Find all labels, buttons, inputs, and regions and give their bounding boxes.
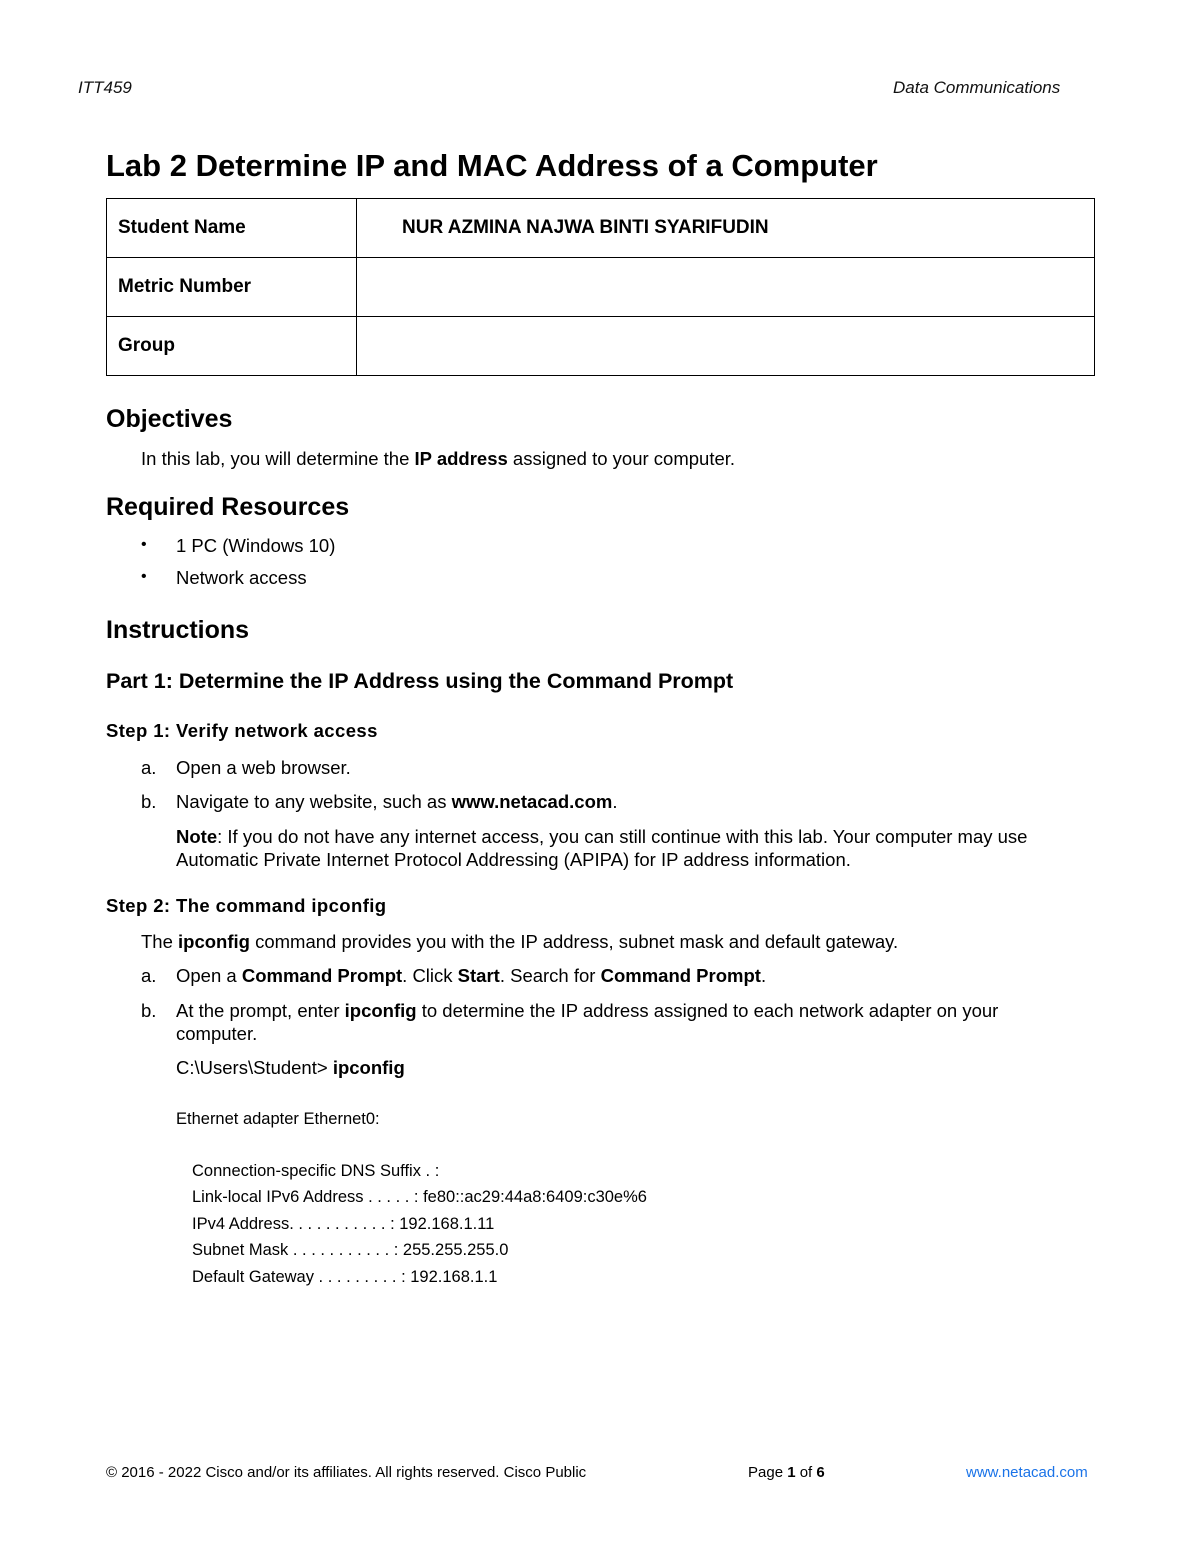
step1-note: Note: If you do not have any internet access, you can still continue with this lab. Your computer may use <box>176 826 1028 847</box>
step1-heading: Step 1: Verify network access <box>106 720 378 741</box>
netacad-link-text: www.netacad.com <box>451 791 613 812</box>
part1-heading: Part 1: Determine the IP Address using the Command Prompt <box>106 669 734 693</box>
student-name-value: NUR AZMINA NAJWA BINTI SYARIFUDIN <box>357 199 1095 258</box>
table-row <box>107 199 1095 258</box>
output-line: Default Gateway . . . . . . . . . : 192.168.1.1 <box>192 1268 498 1286</box>
output-line: Link-local IPv6 Address . . . . . : fe80::ac29:44a8:6409:c30e%6 <box>192 1188 647 1206</box>
step2-b-marker: b. <box>141 1000 157 1021</box>
group-value <box>357 317 1095 376</box>
step2-b-text: At the prompt, enter ipconfig to determine the IP address assigned to each network adapter on your <box>176 1000 999 1021</box>
output-line: IPv4 Address. . . . . . . . . . . : 192.168.1.11 <box>192 1215 495 1233</box>
footer-website-link[interactable]: www.netacad.com <box>966 1464 1088 1481</box>
student-info-table <box>106 198 1095 376</box>
table-row <box>107 317 1095 376</box>
step2-a-marker: a. <box>141 965 157 986</box>
step1-a-text: Open a web browser. <box>176 757 351 778</box>
table-row <box>107 258 1095 317</box>
step2-heading: Step 2: The command ipconfig <box>106 895 387 916</box>
step1-b-marker: b. <box>141 791 157 812</box>
objectives-heading: Objectives <box>106 405 233 433</box>
resource-item: Network access <box>176 567 307 588</box>
step1-b-text: Navigate to any website, such as www.netacad.com. <box>176 791 618 812</box>
step2-a-text: Open a Command Prompt. Click Start. Search for Command Prompt. <box>176 965 767 986</box>
student-name-label: Student Name <box>107 199 357 258</box>
resources-heading: Required Resources <box>106 493 350 521</box>
bullet-icon: • <box>141 568 147 585</box>
output-line: Connection-specific DNS Suffix . : <box>192 1162 440 1180</box>
header-course-name: Data Communications <box>893 78 1061 97</box>
objectives-text: In this lab, you will determine the IP address assigned to your computer. <box>141 448 736 469</box>
output-line: Subnet Mask . . . . . . . . . . . : 255.255.255.0 <box>192 1241 509 1259</box>
footer-page-number: Page 1 of 6 <box>748 1464 825 1481</box>
command-prompt-line: C:\Users\Student> ipconfig <box>176 1057 405 1078</box>
metric-number-label: Metric Number <box>107 258 357 317</box>
step1-a-marker: a. <box>141 757 157 778</box>
footer-copyright: © 2016 - 2022 Cisco and/or its affiliates. All rights reserved. Cisco Public <box>106 1464 587 1481</box>
page-title: Lab 2 Determine IP and MAC Address of a Computer <box>106 148 878 183</box>
step1-note-line2: Automatic Private Internet Protocol Addressing (APIPA) for IP address information. <box>176 849 851 870</box>
resource-item: 1 PC (Windows 10) <box>176 535 336 556</box>
bullet-icon: • <box>141 536 147 553</box>
header-course-code: ITT459 <box>78 78 132 97</box>
adapter-label: Ethernet adapter Ethernet0: <box>176 1110 380 1128</box>
group-label: Group <box>107 317 357 376</box>
metric-number-value <box>357 258 1095 317</box>
step2-intro: The ipconfig command provides you with the IP address, subnet mask and default gateway. <box>141 931 899 952</box>
instructions-heading: Instructions <box>106 616 250 644</box>
step2-b-text-line2: computer. <box>176 1023 258 1044</box>
